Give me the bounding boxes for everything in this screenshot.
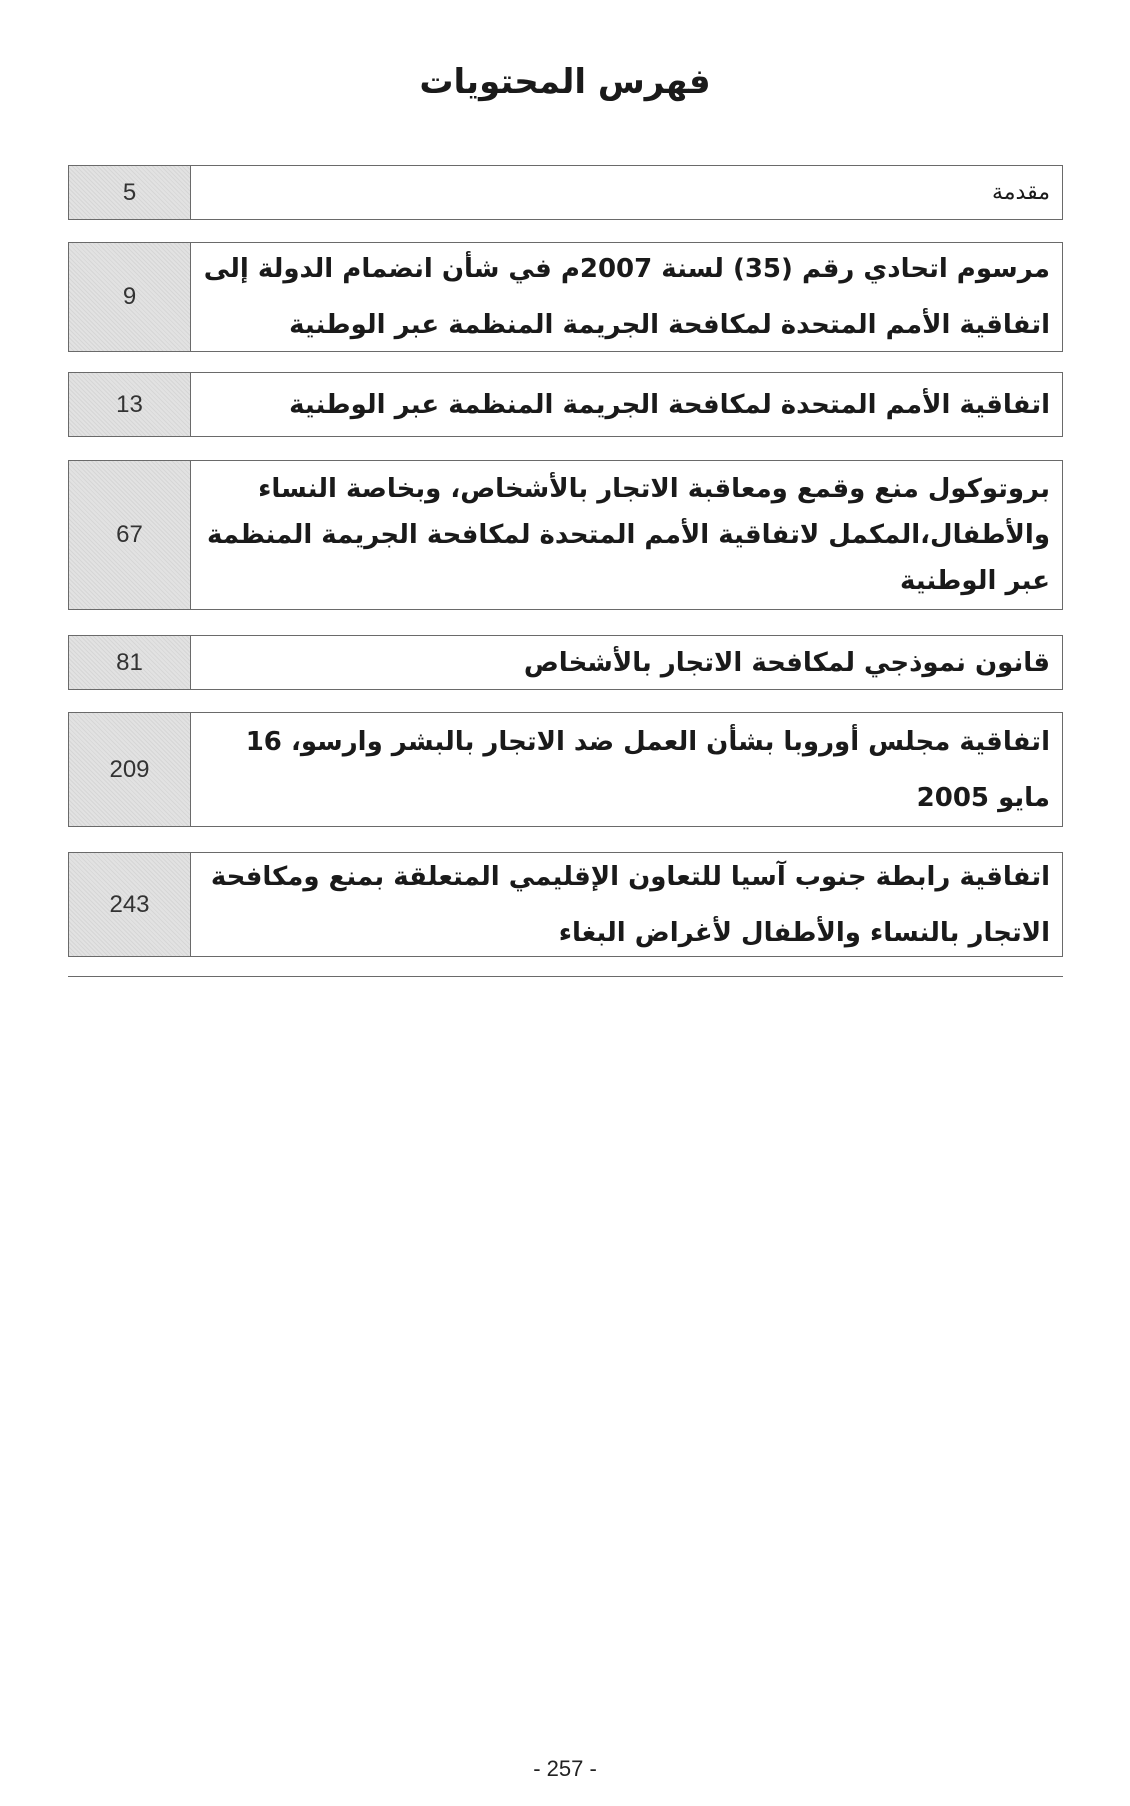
toc-entry-saarc[interactable] [68, 852, 1063, 957]
toc-entry-title: اتفاقية رابطة جنوب آسيا للتعاون الإقليمي المتعلقة بمنع ومكافحة الاتجار بالنساء والأطفال لأغراض البغاء [210, 861, 1050, 948]
toc-entry-title: قانون نموذجي لمكافحة الاتجار بالأشخاص [523, 647, 1050, 678]
toc-entry-title: مقدمة [991, 179, 1050, 205]
page-number: - 257 - [533, 1756, 597, 1781]
toc-entry-title: بروتوكول منع وقمع ومعاقبة الاتجار بالأشخاص، وبخاصة النساء والأطفال،المكمل لاتفاقية الأمم المتحدة لمكافحة الجريمة المنظمة عبر الوطنية [207, 474, 1050, 596]
toc-entry-intro[interactable] [68, 165, 1063, 220]
toc-page-number: 243 [69, 853, 191, 956]
toc-entry-title: اتفاقية الأمم المتحدة لمكافحة الجريمة المنظمة عبر الوطنية [289, 389, 1050, 420]
toc-entry-decree[interactable] [68, 242, 1063, 352]
toc-entry-convention[interactable] [68, 372, 1063, 437]
toc-page-number: 67 [69, 461, 191, 609]
toc-page-number: 5 [69, 166, 191, 219]
bottom-divider [68, 976, 1063, 977]
toc-page-number: 13 [69, 373, 191, 436]
toc-entry-title: مرسوم اتحادي رقم (35) لسنة 2007م في شأن انضمام الدولة إلى اتفاقية الأمم المتحدة لمكافحة الجريمة المنظمة عبر الوطنية [203, 254, 1050, 340]
page-title: فهرس المحتويات [419, 62, 711, 102]
toc-page-number: 9 [69, 243, 191, 351]
toc-entry-council-europe[interactable] [68, 712, 1063, 827]
toc-page-number: 81 [69, 636, 191, 689]
toc-entry-protocol[interactable] [68, 460, 1063, 610]
toc-entry-model-law[interactable] [68, 635, 1063, 690]
toc-entry-title: اتفاقية مجلس أوروبا بشأن العمل ضد الاتجار بالبشر وارسو، 16 مايو 2005 [245, 726, 1050, 813]
toc-page-number: 209 [69, 713, 191, 826]
